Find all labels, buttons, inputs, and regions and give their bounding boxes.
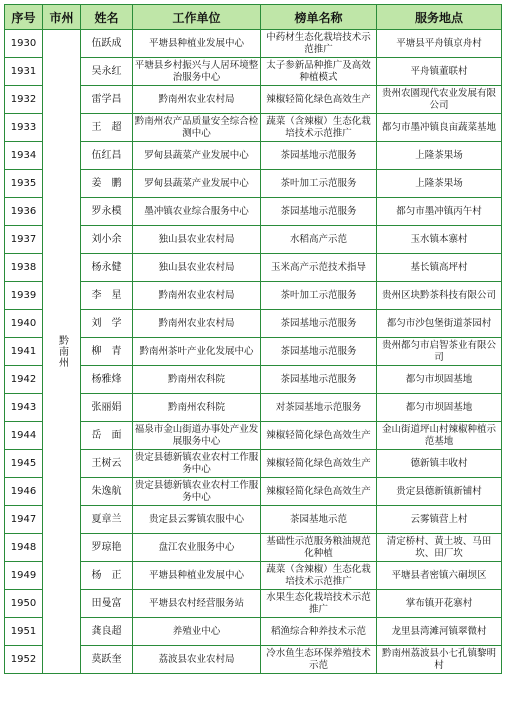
row-number: 1950 (5, 590, 43, 618)
row-name: 田曼富 (81, 590, 133, 618)
row-work-unit: 黔南州农科院 (133, 366, 261, 394)
row-number: 1942 (5, 366, 43, 394)
row-work-unit: 贵定县德新镇农业农村工作服务中心 (133, 450, 261, 478)
row-name: 莫跃奎 (81, 646, 133, 674)
row-service-location: 德新镇丰收村 (377, 450, 502, 478)
row-service-location: 贵定县德新镇新铺村 (377, 478, 502, 506)
row-number: 1947 (5, 506, 43, 534)
row-number: 1938 (5, 254, 43, 282)
row-work-unit: 独山县农业农村局 (133, 254, 261, 282)
row-work-unit: 黔南州农业农村局 (133, 282, 261, 310)
row-service-location: 贵州农園现代农业发展有限公司 (377, 86, 502, 114)
row-number: 1948 (5, 534, 43, 562)
row-work-unit: 黔南州农科院 (133, 394, 261, 422)
row-name: 王 超 (81, 114, 133, 142)
row-number: 1940 (5, 310, 43, 338)
header-list-name: 榜单名称 (261, 5, 377, 30)
row-list-name: 茶园基地示范服务 (261, 198, 377, 226)
row-number: 1949 (5, 562, 43, 590)
row-service-location: 都匀市沙包堡街道茶园村 (377, 310, 502, 338)
header-number: 序号 (5, 5, 43, 30)
row-list-name: 辣椒轻简化绿色高效生产 (261, 422, 377, 450)
row-list-name: 冷水鱼生态环保养殖技术示范 (261, 646, 377, 674)
row-name: 罗琼艳 (81, 534, 133, 562)
row-list-name: 蔬菜（含辣椒）生态化栽培技术示范推广 (261, 114, 377, 142)
row-service-location: 清定桥村、黄土坡、马田坎、田厂坎 (377, 534, 502, 562)
table-body (5, 30, 502, 674)
row-number: 1951 (5, 618, 43, 646)
row-service-location: 都匀市墨冲镇丙午村 (377, 198, 502, 226)
row-number: 1934 (5, 142, 43, 170)
row-number: 1952 (5, 646, 43, 674)
row-number: 1946 (5, 478, 43, 506)
row-work-unit: 黔南州茶叶产业化发展中心 (133, 338, 261, 366)
row-name: 龚良超 (81, 618, 133, 646)
header-city: 市州 (43, 5, 81, 30)
row-service-location: 平塘县平舟镇京舟村 (377, 30, 502, 58)
row-list-name: 茶园基地示范服务 (261, 366, 377, 394)
row-number: 1931 (5, 58, 43, 86)
row-list-name: 茶园基地示范服务 (261, 310, 377, 338)
row-work-unit: 福泉市金山街道办事处产业发展服务中心 (133, 422, 261, 450)
row-service-location: 都匀市坝固基地 (377, 394, 502, 422)
expert-roster-table (4, 4, 502, 674)
row-service-location: 云雾镇营上村 (377, 506, 502, 534)
row-number: 1935 (5, 170, 43, 198)
row-number: 1943 (5, 394, 43, 422)
row-list-name: 茶叶加工示范服务 (261, 282, 377, 310)
row-list-name: 水稻高产示范 (261, 226, 377, 254)
row-work-unit: 平塘县种植业发展中心 (133, 30, 261, 58)
row-work-unit: 黔南州农业农村局 (133, 310, 261, 338)
row-service-location: 黔南州荔波县小七孔镇黎明村 (377, 646, 502, 674)
row-number: 1939 (5, 282, 43, 310)
row-work-unit: 贵定县德新镇农业农村工作服务中心 (133, 478, 261, 506)
row-name: 吴永红 (81, 58, 133, 86)
row-list-name: 辣椒轻简化绿色高效生产 (261, 478, 377, 506)
row-work-unit: 罗甸县蔬菜产业发展中心 (133, 142, 261, 170)
row-service-location: 上隆茶果场 (377, 142, 502, 170)
row-work-unit: 独山县农业农村局 (133, 226, 261, 254)
row-number: 1937 (5, 226, 43, 254)
row-list-name: 基础性示范服务粮油规范化种植 (261, 534, 377, 562)
row-number: 1944 (5, 422, 43, 450)
table-row (5, 30, 502, 58)
row-work-unit: 贵定县云雾镇农服中心 (133, 506, 261, 534)
row-name: 岳 面 (81, 422, 133, 450)
row-work-unit: 平塘县农村经营服务站 (133, 590, 261, 618)
row-list-name: 稻渔综合种养技术示范 (261, 618, 377, 646)
row-service-location: 贵州区块黔茶科技有限公司 (377, 282, 502, 310)
roster-table-container (4, 4, 501, 674)
row-number: 1936 (5, 198, 43, 226)
row-service-location: 都匀市墨冲镇良亩蔬菜基地 (377, 114, 502, 142)
header-name: 姓名 (81, 5, 133, 30)
row-list-name: 水果生态化栽培技术示范推广 (261, 590, 377, 618)
city-cell: 黔南州 (43, 30, 81, 674)
row-list-name: 茶园基地示范 (261, 506, 377, 534)
row-service-location: 上隆茶果场 (377, 170, 502, 198)
row-name: 李 星 (81, 282, 133, 310)
row-number: 1930 (5, 30, 43, 58)
row-name: 朱逸航 (81, 478, 133, 506)
row-list-name: 中药材生态化栽培技术示范推广 (261, 30, 377, 58)
row-number: 1932 (5, 86, 43, 114)
row-list-name: 蔬菜（含辣椒）生态化栽培技术示范推广 (261, 562, 377, 590)
row-service-location: 基长镇高坪村 (377, 254, 502, 282)
row-number: 1941 (5, 338, 43, 366)
row-name: 姜 鹏 (81, 170, 133, 198)
row-name: 王树云 (81, 450, 133, 478)
row-name: 刘 学 (81, 310, 133, 338)
header-row (5, 5, 502, 30)
row-name: 杨 正 (81, 562, 133, 590)
row-service-location: 都匀市坝固基地 (377, 366, 502, 394)
row-name: 夏章兰 (81, 506, 133, 534)
row-list-name: 太子参新品种推广及高效种植模式 (261, 58, 377, 86)
row-work-unit: 盘江农业服务中心 (133, 534, 261, 562)
row-work-unit: 平塘县种植业发展中心 (133, 562, 261, 590)
row-list-name: 辣椒轻简化绿色高效生产 (261, 450, 377, 478)
row-name: 杨永健 (81, 254, 133, 282)
row-list-name: 茶园基地示范服务 (261, 142, 377, 170)
row-service-location: 平塘县者密镇六硐坝区 (377, 562, 502, 590)
row-work-unit: 平塘县乡村振兴与人居环境整治服务中心 (133, 58, 261, 86)
row-service-location: 平舟镇董联村 (377, 58, 502, 86)
row-list-name: 辣椒轻简化绿色高效生产 (261, 86, 377, 114)
row-work-unit: 荔波县农业农村局 (133, 646, 261, 674)
row-number: 1933 (5, 114, 43, 142)
row-list-name: 对茶园基地示范服务 (261, 394, 377, 422)
header-service-location: 服务地点 (377, 5, 502, 30)
row-work-unit: 黔南州农业农村局 (133, 86, 261, 114)
row-list-name: 玉米高产示范技术指导 (261, 254, 377, 282)
row-service-location: 龙里县湾滩河镇翠微村 (377, 618, 502, 646)
row-list-name: 茶园基地示范服务 (261, 338, 377, 366)
row-number: 1945 (5, 450, 43, 478)
row-name: 伍跃成 (81, 30, 133, 58)
row-name: 雷学昌 (81, 86, 133, 114)
row-service-location: 金山街道坪山村辣椒种植示范基地 (377, 422, 502, 450)
row-work-unit: 罗甸县蔬菜产业发展中心 (133, 170, 261, 198)
row-service-location: 贵州都匀市启智茶业有限公司 (377, 338, 502, 366)
row-work-unit: 养殖业中心 (133, 618, 261, 646)
row-work-unit: 黔南州农产品质量安全综合检测中心 (133, 114, 261, 142)
row-service-location: 玉水镇本寨村 (377, 226, 502, 254)
row-service-location: 掌布镇开花寨村 (377, 590, 502, 618)
header-work-unit: 工作单位 (133, 5, 261, 30)
row-work-unit: 墨冲镇农业综合服务中心 (133, 198, 261, 226)
row-name: 柳 青 (81, 338, 133, 366)
row-name: 刘小余 (81, 226, 133, 254)
row-list-name: 茶叶加工示范服务 (261, 170, 377, 198)
row-name: 伍红昌 (81, 142, 133, 170)
row-name: 张丽娟 (81, 394, 133, 422)
row-name: 罗永模 (81, 198, 133, 226)
row-name: 杨雅烽 (81, 366, 133, 394)
